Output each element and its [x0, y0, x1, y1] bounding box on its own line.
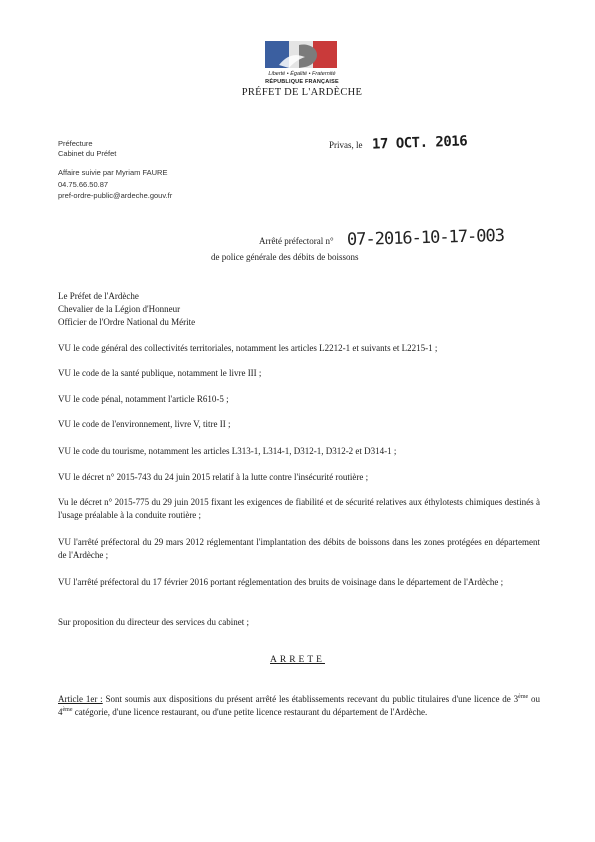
republique-label: RÉPUBLIQUE FRANÇAISE	[265, 79, 339, 85]
devise: Liberté • Égalité • Fraternité	[268, 71, 336, 77]
arrete-number: 07-2016-10-17-003	[346, 225, 505, 251]
article-1-label: Article 1er :	[58, 694, 103, 704]
article-1-text-a: Sont soumis aux dispositions du présent arrêté les établissements recevant du public titulaires d'une licence de 3	[102, 694, 519, 704]
visa-paragraph: VU l'arrêté préfectoral du 17 février 2016 portant réglementation des bruits de voisinage dans le département de l'Ardèche ;	[58, 577, 504, 587]
signataire-line-3: Officier de l'Ordre National du Mérite	[58, 317, 196, 327]
article-1-text-b: ou 4	[58, 694, 541, 717]
signataire-line-1: Le Préfet de l'Ardèche	[58, 291, 139, 301]
visa-paragraph: Vu le décret n° 2015-775 du 29 juin 2015 fixant les exigences de fiabilité et de sécurité relatives aux éthylotests chimiques destinés à l'usage préalable à la conduite routière ;	[58, 497, 540, 520]
arrete-heading	[0, 655, 595, 665]
visa-paragraph: VU le code du tourisme, notamment les articles L313-1, L314-1, D312-1, D312-2 et D314-1 ;	[58, 446, 397, 456]
visa-paragraph: VU le code de l'environnement, livre V, titre II ;	[58, 419, 231, 429]
affaire-suivie: Affaire suivie par Myriam FAURE	[58, 168, 168, 177]
email-address: pref-ordre-public@ardeche.gouv.fr	[58, 191, 173, 200]
visa-paragraph: VU le code général des collectivités territoriales, notamment les articles L2212-1 et suivants et L2215-1 ;	[58, 343, 438, 353]
service-line-1: Préfecture	[58, 139, 93, 148]
arrete-title: Arrêté préfectoral n°	[259, 236, 334, 246]
phone-number: 04.75.66.50.87	[58, 180, 109, 189]
service-line-2: Cabinet du Préfet	[58, 149, 117, 158]
article-1-sup-1: ème	[518, 694, 529, 700]
article-1-sup-2: ème	[62, 707, 73, 713]
prefet-heading: PRÉFET DE L'ARDÈCHE	[241, 87, 363, 98]
visa-paragraph: VU l'arrêté préfectoral du 29 mars 2012 réglementant l'implantation des débits de boissons dans les zones protégées en département de l'Ardèche ;	[58, 537, 540, 560]
visa-paragraph: Sur proposition du directeur des services du cabinet ;	[58, 617, 249, 627]
article-1	[58, 693, 540, 719]
visa-paragraph: VU le code pénal, notamment l'article R610-5 ;	[58, 394, 229, 404]
arrete-subtitle: de police générale des débits de boissons	[211, 252, 359, 262]
date-label: Privas, le	[329, 140, 363, 150]
visa-paragraph: VU le code de la santé publique, notamment le livre III ;	[58, 368, 262, 378]
signataire-line-2: Chevalier de la Légion d'Honneur	[58, 304, 181, 314]
visa-paragraph: VU le décret n° 2015-743 du 24 juin 2015 relatif à la lutte contre l'insécurité routière ;	[58, 472, 369, 482]
date-stamp: 17 OCT. 2016	[371, 133, 468, 153]
arrete-heading-text: ARRETE	[270, 655, 325, 665]
article-1-text-c: catégorie, d'une licence restaurant, ou d'une petite licence restaurant du département de l'Ardèche.	[72, 707, 428, 717]
